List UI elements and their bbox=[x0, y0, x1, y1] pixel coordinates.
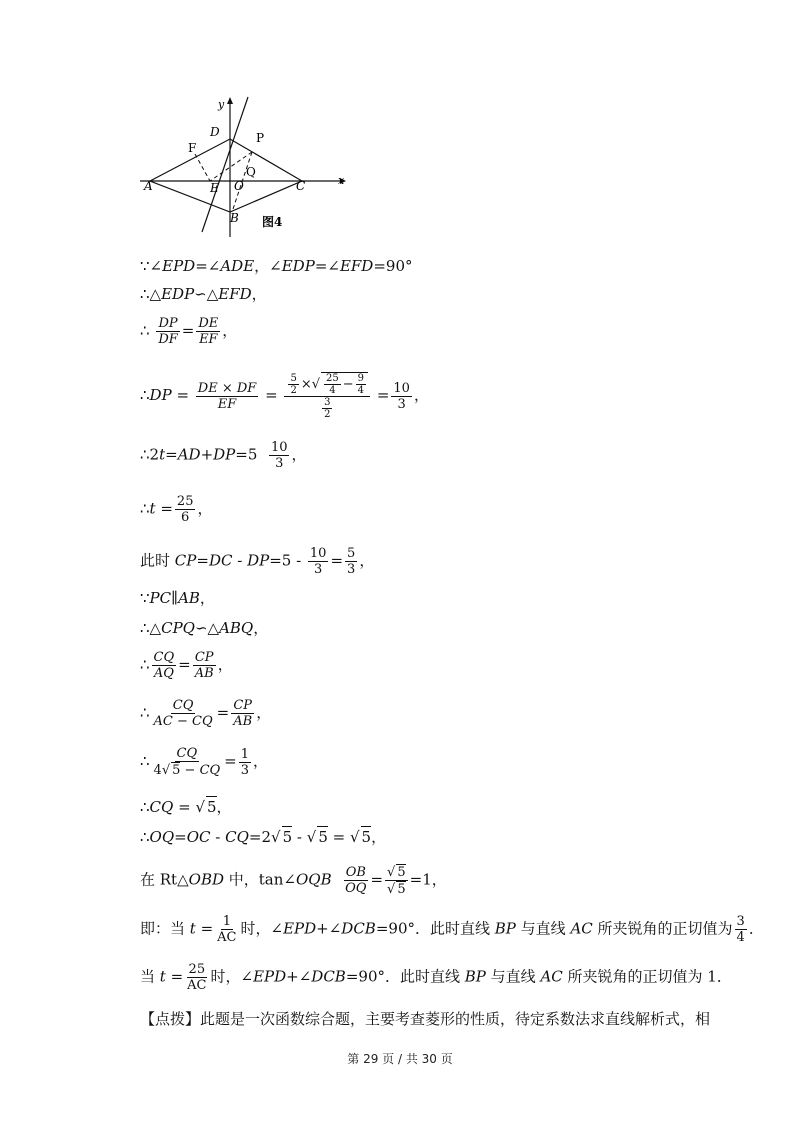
text: 4 bbox=[153, 763, 162, 778]
text: ， bbox=[413, 386, 429, 404]
text: EDP bbox=[281, 257, 315, 275]
y-axis-arrow bbox=[227, 97, 233, 104]
fraction bbox=[343, 865, 368, 896]
text: = bbox=[171, 386, 190, 404]
text: AC bbox=[540, 967, 563, 986]
line-8 bbox=[140, 588, 215, 608]
text: EFD bbox=[218, 285, 252, 303]
denominator: AC bbox=[217, 930, 237, 945]
text: =90°．此时直线 bbox=[375, 919, 495, 938]
text: ∴ bbox=[140, 752, 150, 770]
text: ， bbox=[199, 589, 215, 607]
text: BP bbox=[464, 967, 486, 986]
fraction bbox=[345, 546, 357, 577]
denominator: 6 bbox=[181, 510, 190, 525]
radical: 5 bbox=[318, 828, 328, 846]
text: = bbox=[155, 499, 173, 518]
fraction bbox=[385, 864, 408, 897]
text: =∠ bbox=[195, 257, 221, 275]
fraction bbox=[193, 650, 216, 681]
numerator: 25 bbox=[176, 494, 194, 509]
numerator: 3 bbox=[324, 397, 331, 408]
line-17 bbox=[140, 962, 732, 993]
text: ∵∠ bbox=[140, 257, 163, 275]
text: CQ bbox=[225, 828, 249, 846]
fraction bbox=[215, 914, 238, 945]
fraction bbox=[308, 546, 329, 577]
line-14: ∴OQ=OC - CQ=2√ 5 - √ 5 = √ 5， bbox=[140, 828, 387, 846]
line-1 bbox=[140, 256, 413, 276]
line-12 bbox=[140, 746, 268, 778]
numerator: DP bbox=[158, 316, 178, 331]
text: ∴ bbox=[140, 798, 150, 816]
label-D: D bbox=[210, 125, 220, 139]
text: = bbox=[173, 798, 196, 816]
text: × bbox=[300, 377, 312, 392]
text: ，∠ bbox=[254, 257, 282, 275]
line-6 bbox=[140, 494, 212, 525]
text: CPQ bbox=[161, 619, 195, 637]
text: ∴ bbox=[140, 321, 150, 340]
text: = bbox=[265, 386, 278, 404]
numerator: 1 bbox=[240, 746, 250, 762]
denominator: OQ bbox=[345, 881, 367, 896]
text: = bbox=[224, 752, 237, 770]
radical: 5 bbox=[361, 828, 372, 846]
radical bbox=[321, 372, 368, 396]
line-4 bbox=[140, 372, 429, 420]
text: DP bbox=[213, 445, 236, 464]
tip-paragraph bbox=[140, 1008, 710, 1029]
fraction bbox=[391, 381, 412, 412]
numerator: 1 bbox=[222, 914, 231, 929]
text: ， bbox=[253, 752, 269, 770]
denominator: AC − CQ bbox=[153, 714, 213, 729]
text: ABQ bbox=[219, 619, 254, 637]
text: ， bbox=[222, 321, 238, 340]
text: = bbox=[165, 445, 178, 464]
text: 即：当 bbox=[140, 919, 190, 938]
text: EPD bbox=[283, 919, 317, 938]
text: = bbox=[327, 828, 350, 846]
text: t bbox=[159, 445, 166, 464]
line-DE bbox=[202, 97, 248, 232]
text: AC bbox=[570, 919, 593, 938]
numerator: 25 bbox=[326, 373, 339, 384]
numerator: $\frac{5}{2}$ ×√ $\frac{25}{4}$ − $\frac{9}{4}$ bbox=[284, 372, 370, 397]
denominator: 3 bbox=[347, 562, 356, 577]
label-F: F bbox=[188, 141, 197, 155]
text: EPD bbox=[162, 257, 196, 275]
text: 与直线 bbox=[515, 919, 571, 938]
text: =5 - bbox=[269, 551, 306, 570]
label-B: B bbox=[230, 211, 239, 225]
line-10 bbox=[140, 650, 233, 681]
fraction bbox=[196, 316, 220, 347]
text: - bbox=[210, 828, 226, 846]
fraction bbox=[231, 698, 254, 729]
denominator bbox=[318, 397, 336, 420]
text: 中，tan∠ bbox=[224, 870, 296, 889]
text: + bbox=[200, 445, 214, 464]
radical: 5 bbox=[397, 865, 406, 880]
denominator: 2 bbox=[290, 385, 297, 396]
text: 此时 bbox=[140, 551, 175, 570]
line-9 bbox=[140, 618, 268, 638]
text: ， bbox=[291, 445, 307, 464]
denominator: 3 bbox=[240, 762, 250, 778]
numerator: 10 bbox=[309, 546, 327, 561]
text: ∽△ bbox=[194, 285, 219, 303]
label-C: C bbox=[296, 179, 306, 193]
fraction bbox=[175, 494, 196, 525]
line-5 bbox=[140, 440, 307, 471]
numerator: CP bbox=[233, 698, 253, 713]
text: ， bbox=[253, 619, 269, 637]
text: ADE bbox=[220, 257, 255, 275]
fraction bbox=[324, 373, 341, 396]
text: ∴2 bbox=[140, 445, 160, 464]
text: ∴△ bbox=[140, 285, 162, 303]
denominator: 3 bbox=[275, 456, 284, 471]
text: ， bbox=[256, 703, 272, 722]
fraction bbox=[156, 316, 179, 347]
text: ∴△ bbox=[140, 619, 162, 637]
text: = bbox=[195, 919, 214, 938]
text: = bbox=[376, 386, 390, 404]
line-13: ∴CQ = √ 5， bbox=[140, 798, 232, 816]
radical: 5 bbox=[207, 798, 217, 816]
segment-FE bbox=[195, 154, 210, 181]
text: ， bbox=[216, 798, 232, 816]
numerator: CQ bbox=[153, 650, 175, 665]
text: ∴ bbox=[140, 499, 150, 518]
radical: 5 bbox=[282, 828, 293, 846]
denominator: AQ bbox=[153, 666, 174, 681]
text bbox=[332, 871, 342, 889]
text: +∠ bbox=[316, 919, 342, 938]
numerator: CQ bbox=[176, 746, 198, 761]
denominator: 3 bbox=[314, 562, 323, 577]
text: +∠ bbox=[286, 967, 312, 986]
label-y: y bbox=[218, 98, 225, 111]
text: = bbox=[330, 551, 344, 570]
fraction bbox=[196, 381, 259, 412]
compound-fraction bbox=[284, 372, 370, 420]
text: DCB bbox=[341, 919, 376, 938]
text: 与直线 bbox=[485, 967, 541, 986]
numerator: 25 bbox=[188, 962, 206, 977]
numerator: OB bbox=[345, 865, 366, 880]
line-3 bbox=[140, 316, 237, 347]
text: CQ bbox=[149, 798, 174, 816]
text: =90°．此时直线 bbox=[345, 967, 465, 986]
denominator: DF bbox=[158, 332, 178, 347]
numerator: 5 bbox=[347, 546, 356, 561]
text: DCB bbox=[311, 967, 346, 986]
text: − CQ bbox=[180, 763, 221, 778]
text: BP bbox=[494, 919, 516, 938]
label-Q: Q bbox=[246, 165, 256, 179]
text: ∴ bbox=[140, 703, 150, 722]
text: DC bbox=[208, 551, 233, 570]
text: ∴ bbox=[140, 828, 150, 846]
text bbox=[257, 446, 267, 464]
text: t bbox=[149, 499, 156, 518]
fraction bbox=[239, 747, 251, 778]
fraction bbox=[185, 962, 208, 993]
fraction bbox=[735, 914, 747, 945]
fraction bbox=[322, 397, 332, 420]
text: =∠ bbox=[314, 257, 340, 275]
numerator: 3 bbox=[736, 914, 745, 929]
text: DP bbox=[247, 551, 270, 570]
label-O: O bbox=[234, 179, 244, 193]
text: ， bbox=[371, 828, 387, 846]
text: 时，∠ bbox=[210, 967, 254, 986]
tip-tag: 【点拨】 bbox=[140, 1010, 201, 1028]
denominator: √ 5 bbox=[387, 882, 406, 897]
text: EPD bbox=[253, 967, 287, 986]
text: = bbox=[165, 967, 184, 986]
radical: 5 bbox=[397, 882, 406, 897]
tip-text: 此题是一次函数综合题，主要考查菱形的性质，待定系数法求直线解析式，相 bbox=[200, 1010, 711, 1028]
line-15 bbox=[140, 864, 447, 897]
text: t bbox=[189, 919, 196, 938]
label-P: P bbox=[256, 131, 265, 145]
numerator: DE bbox=[198, 316, 219, 331]
text: 所夹锐角的正切值为 1． bbox=[562, 967, 732, 986]
fraction bbox=[356, 373, 366, 396]
text: ， bbox=[359, 551, 375, 570]
text: = bbox=[216, 703, 230, 722]
numerator: √ 5 bbox=[387, 865, 406, 880]
figure-caption: 图4 bbox=[262, 215, 283, 229]
text: 当 bbox=[140, 967, 160, 986]
numerator: CP bbox=[194, 650, 214, 665]
denominator: AC bbox=[187, 978, 207, 993]
text: = bbox=[181, 321, 195, 340]
line-2 bbox=[140, 284, 267, 304]
line-7 bbox=[140, 546, 374, 577]
text: ∴ bbox=[140, 655, 150, 674]
denominator: 4 bbox=[329, 385, 336, 396]
line-16 bbox=[140, 914, 764, 945]
geometry-figure bbox=[130, 92, 360, 242]
rhombus-ABCD bbox=[150, 139, 302, 212]
text: =2 bbox=[248, 828, 272, 846]
label-x: x bbox=[338, 174, 345, 187]
denominator: 4√ 5 − CQ bbox=[153, 763, 221, 778]
text: − bbox=[342, 377, 354, 392]
text: = bbox=[196, 551, 209, 570]
numerator: DE × DF bbox=[197, 380, 257, 396]
numerator: 10 bbox=[393, 380, 410, 396]
text: 所夹锐角的正切值为 bbox=[592, 919, 733, 938]
text: 时，∠ bbox=[240, 919, 284, 938]
text: - bbox=[292, 828, 307, 846]
text: ∥ bbox=[171, 589, 179, 607]
denominator: 4 bbox=[736, 930, 745, 945]
text: t bbox=[159, 967, 166, 986]
numerator: 10 bbox=[270, 440, 288, 455]
fraction bbox=[152, 746, 223, 778]
denominator: AB bbox=[194, 666, 214, 681]
radical: 5 bbox=[172, 763, 181, 778]
page-footer: 第 29 页 / 共 30 页 bbox=[347, 1052, 453, 1066]
denominator: AB bbox=[233, 714, 253, 729]
denominator: 4 bbox=[357, 385, 365, 396]
text: = bbox=[370, 870, 384, 889]
text: OC bbox=[186, 828, 211, 846]
text: CP bbox=[174, 551, 197, 570]
denominator: EF bbox=[199, 332, 218, 347]
numerator: CQ bbox=[172, 698, 194, 713]
label-E: E bbox=[210, 181, 219, 195]
text: ∵ bbox=[140, 589, 150, 607]
text: ∴ bbox=[140, 386, 150, 404]
denominator: 2 bbox=[324, 409, 331, 420]
fraction bbox=[152, 698, 215, 729]
text: =5 bbox=[235, 445, 258, 464]
text: EDP bbox=[161, 285, 195, 303]
fraction bbox=[288, 373, 298, 396]
text: AB bbox=[178, 589, 200, 607]
text: EFD bbox=[339, 257, 374, 275]
text: DP bbox=[149, 386, 172, 404]
text: =1， bbox=[409, 870, 447, 889]
text: = bbox=[178, 655, 191, 674]
text: OQB bbox=[295, 870, 332, 889]
text: ， bbox=[197, 499, 213, 518]
line-11 bbox=[140, 698, 271, 729]
text: OQ bbox=[149, 828, 175, 846]
text: ， bbox=[251, 285, 267, 303]
label-A: A bbox=[144, 179, 153, 193]
text: = bbox=[174, 828, 187, 846]
fraction bbox=[152, 650, 177, 681]
numerator: 9 bbox=[357, 373, 365, 384]
denominator: EF bbox=[217, 396, 237, 412]
text: ∽△ bbox=[194, 619, 220, 637]
text: 在 Rt△ bbox=[140, 870, 189, 889]
text: ． bbox=[748, 919, 764, 938]
text: PC bbox=[149, 589, 172, 607]
fraction bbox=[269, 440, 290, 471]
text: AD bbox=[177, 445, 201, 464]
text: ， bbox=[217, 655, 233, 674]
denominator: 3 bbox=[397, 396, 406, 412]
numerator: 5 bbox=[290, 373, 297, 384]
text: - bbox=[232, 551, 248, 570]
text: OBD bbox=[188, 870, 224, 889]
text: =90° bbox=[373, 257, 413, 275]
